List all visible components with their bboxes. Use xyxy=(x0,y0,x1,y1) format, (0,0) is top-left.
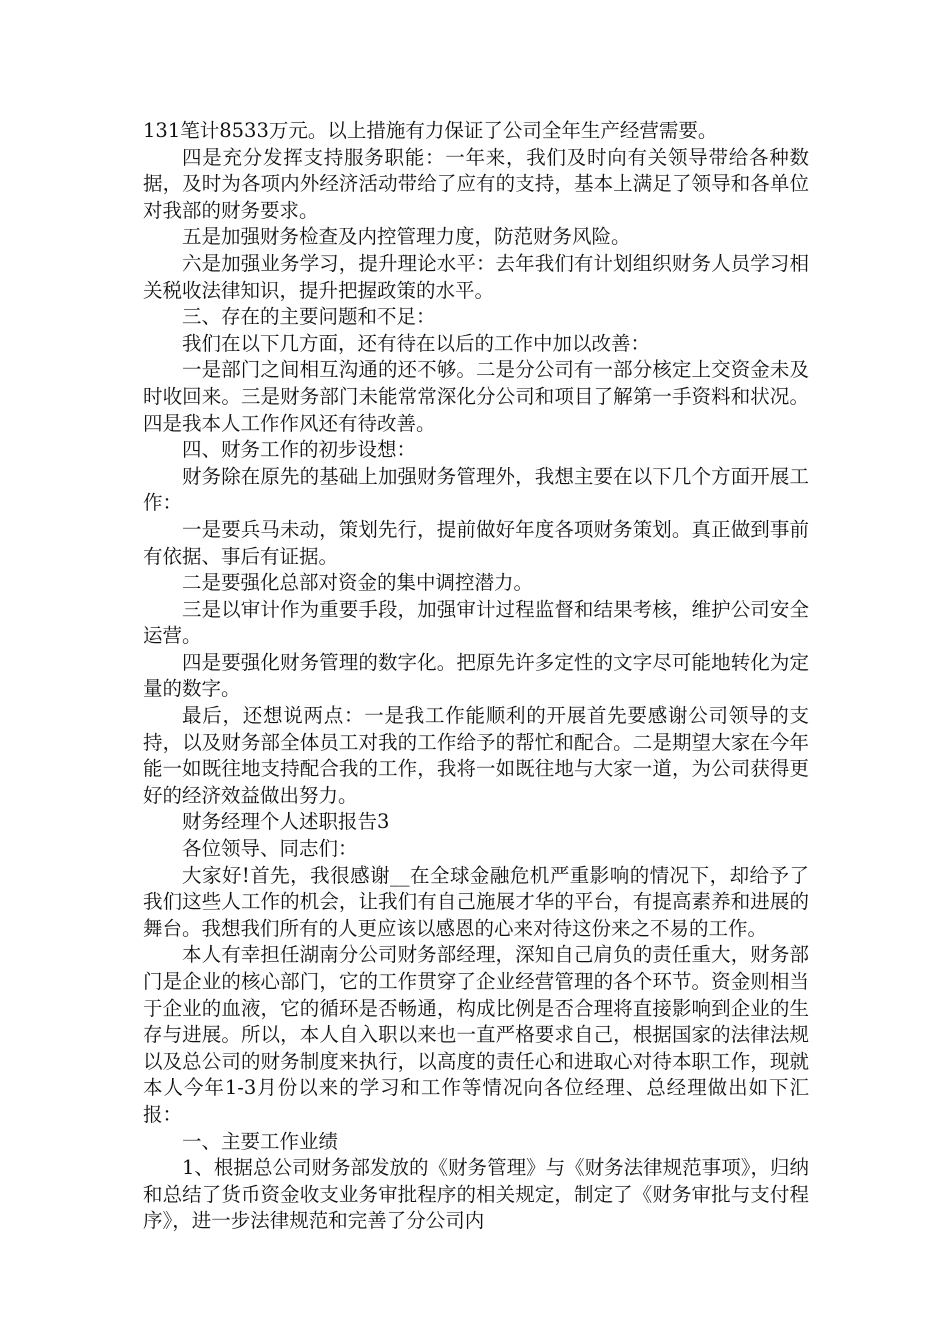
paragraph: 四是充分发挥支持服务职能：一年来，我们及时向有关领导带给各种数据，及时为各项内外经济活动带给了应有的支持，基本上满足了领导和各单位对我部的财务要求。 xyxy=(143,145,809,222)
paragraph: 131笔计8533万元。以上措施有力保证了公司全年生产经营需要。 xyxy=(143,119,718,142)
paragraph: 一是部门之间相互沟通的还不够。二是分公司有一部分核定上交资金未及时收回来。三是财务部门未能常常深化分公司和项目了解第一手资料和状况。四是我本人工作作风还有待改善。 xyxy=(143,358,809,435)
salutation: 各位领导、同志们： xyxy=(182,837,358,861)
paragraph: 一是要兵马未动，策划先行，提前做好年度各项财务策划。真正做到事前有依据、事后有证据。 xyxy=(143,517,809,568)
section-heading: 三、存在的主要问题和不足： xyxy=(182,305,436,329)
section-heading: 一、主要工作业绩 xyxy=(182,1129,339,1153)
paragraph: 1、根据总公司财务部发放的《财务管理》与《财务法律规范事项》，归纳和总结了货币资金收支业务审批程序的相关规定，制定了《财务审批与支付程序》，进一步法律规范和完善了分公司内 xyxy=(143,1156,809,1233)
paragraph: 财务除在原先的基础上加强财务管理外，我想主要在以下几个方面开展工作： xyxy=(143,464,809,515)
paragraph: 最后，还想说两点：一是我工作能顺利的开展首先要感谢公司领导的支持，以及财务部全体员工对我的工作给予的帮忙和配合。二是期望大家在今年能一如既往地支持配合我的工作，我将一如既往地与大家一道，为公司获得更好的经济效益做出努力。 xyxy=(143,704,809,807)
report-title: 财务经理个人述职报告3 xyxy=(182,810,390,834)
section-heading: 四、财务工作的初步设想： xyxy=(182,438,417,462)
paragraph: 三是以审计作为重要手段，加强审计过程监督和结果考核，维护公司安全运营。 xyxy=(143,597,809,648)
paragraph: 四是要强化财务管理的数字化。把原先许多定性的文字尽可能地转化为定量的数字。 xyxy=(143,650,809,701)
document-page xyxy=(143,118,809,1235)
paragraph: 五是加强财务检查及内控管理力度，防范财务风险。 xyxy=(182,225,631,249)
paragraph: 大家好!首先，我很感谢__在全球金融危机严重影响的情况下，却给予了我们这些人工作的机会，让我们有自己施展才华的平台，有提高素养和进展的舞台。我想我们所有的人更应该以感恩的心来对待这份来之不易的工作。 xyxy=(143,863,809,940)
paragraph: 本人有幸担任湖南分公司财务部经理，深知自己肩负的责任重大，财务部门是企业的核心部门，它的工作贯穿了企业经营管理的各个环节。资金则相当于企业的血液，它的循环是否畅通，构成比例是否合理将直接影响到企业的生存与进展。所以，本人自入职以来也一直严格要求自己，根据国家的法律法规以及总公司的财务制度来执行，以高度的责任心和进取心对待本职工作，现就本人今年1-3月份以来的学习和工作等情况向各位经理、总经理做出如下汇报： xyxy=(143,943,809,1126)
paragraph: 六是加强业务学习，提升理论水平：去年我们有计划组织财务人员学习相关税收法律知识，提升把握政策的水平。 xyxy=(143,251,809,302)
paragraph: 二是要强化总部对资金的集中调控潜力。 xyxy=(182,571,534,595)
paragraph: 我们在以下几方面，还有待在以后的工作中加以改善： xyxy=(182,331,651,355)
